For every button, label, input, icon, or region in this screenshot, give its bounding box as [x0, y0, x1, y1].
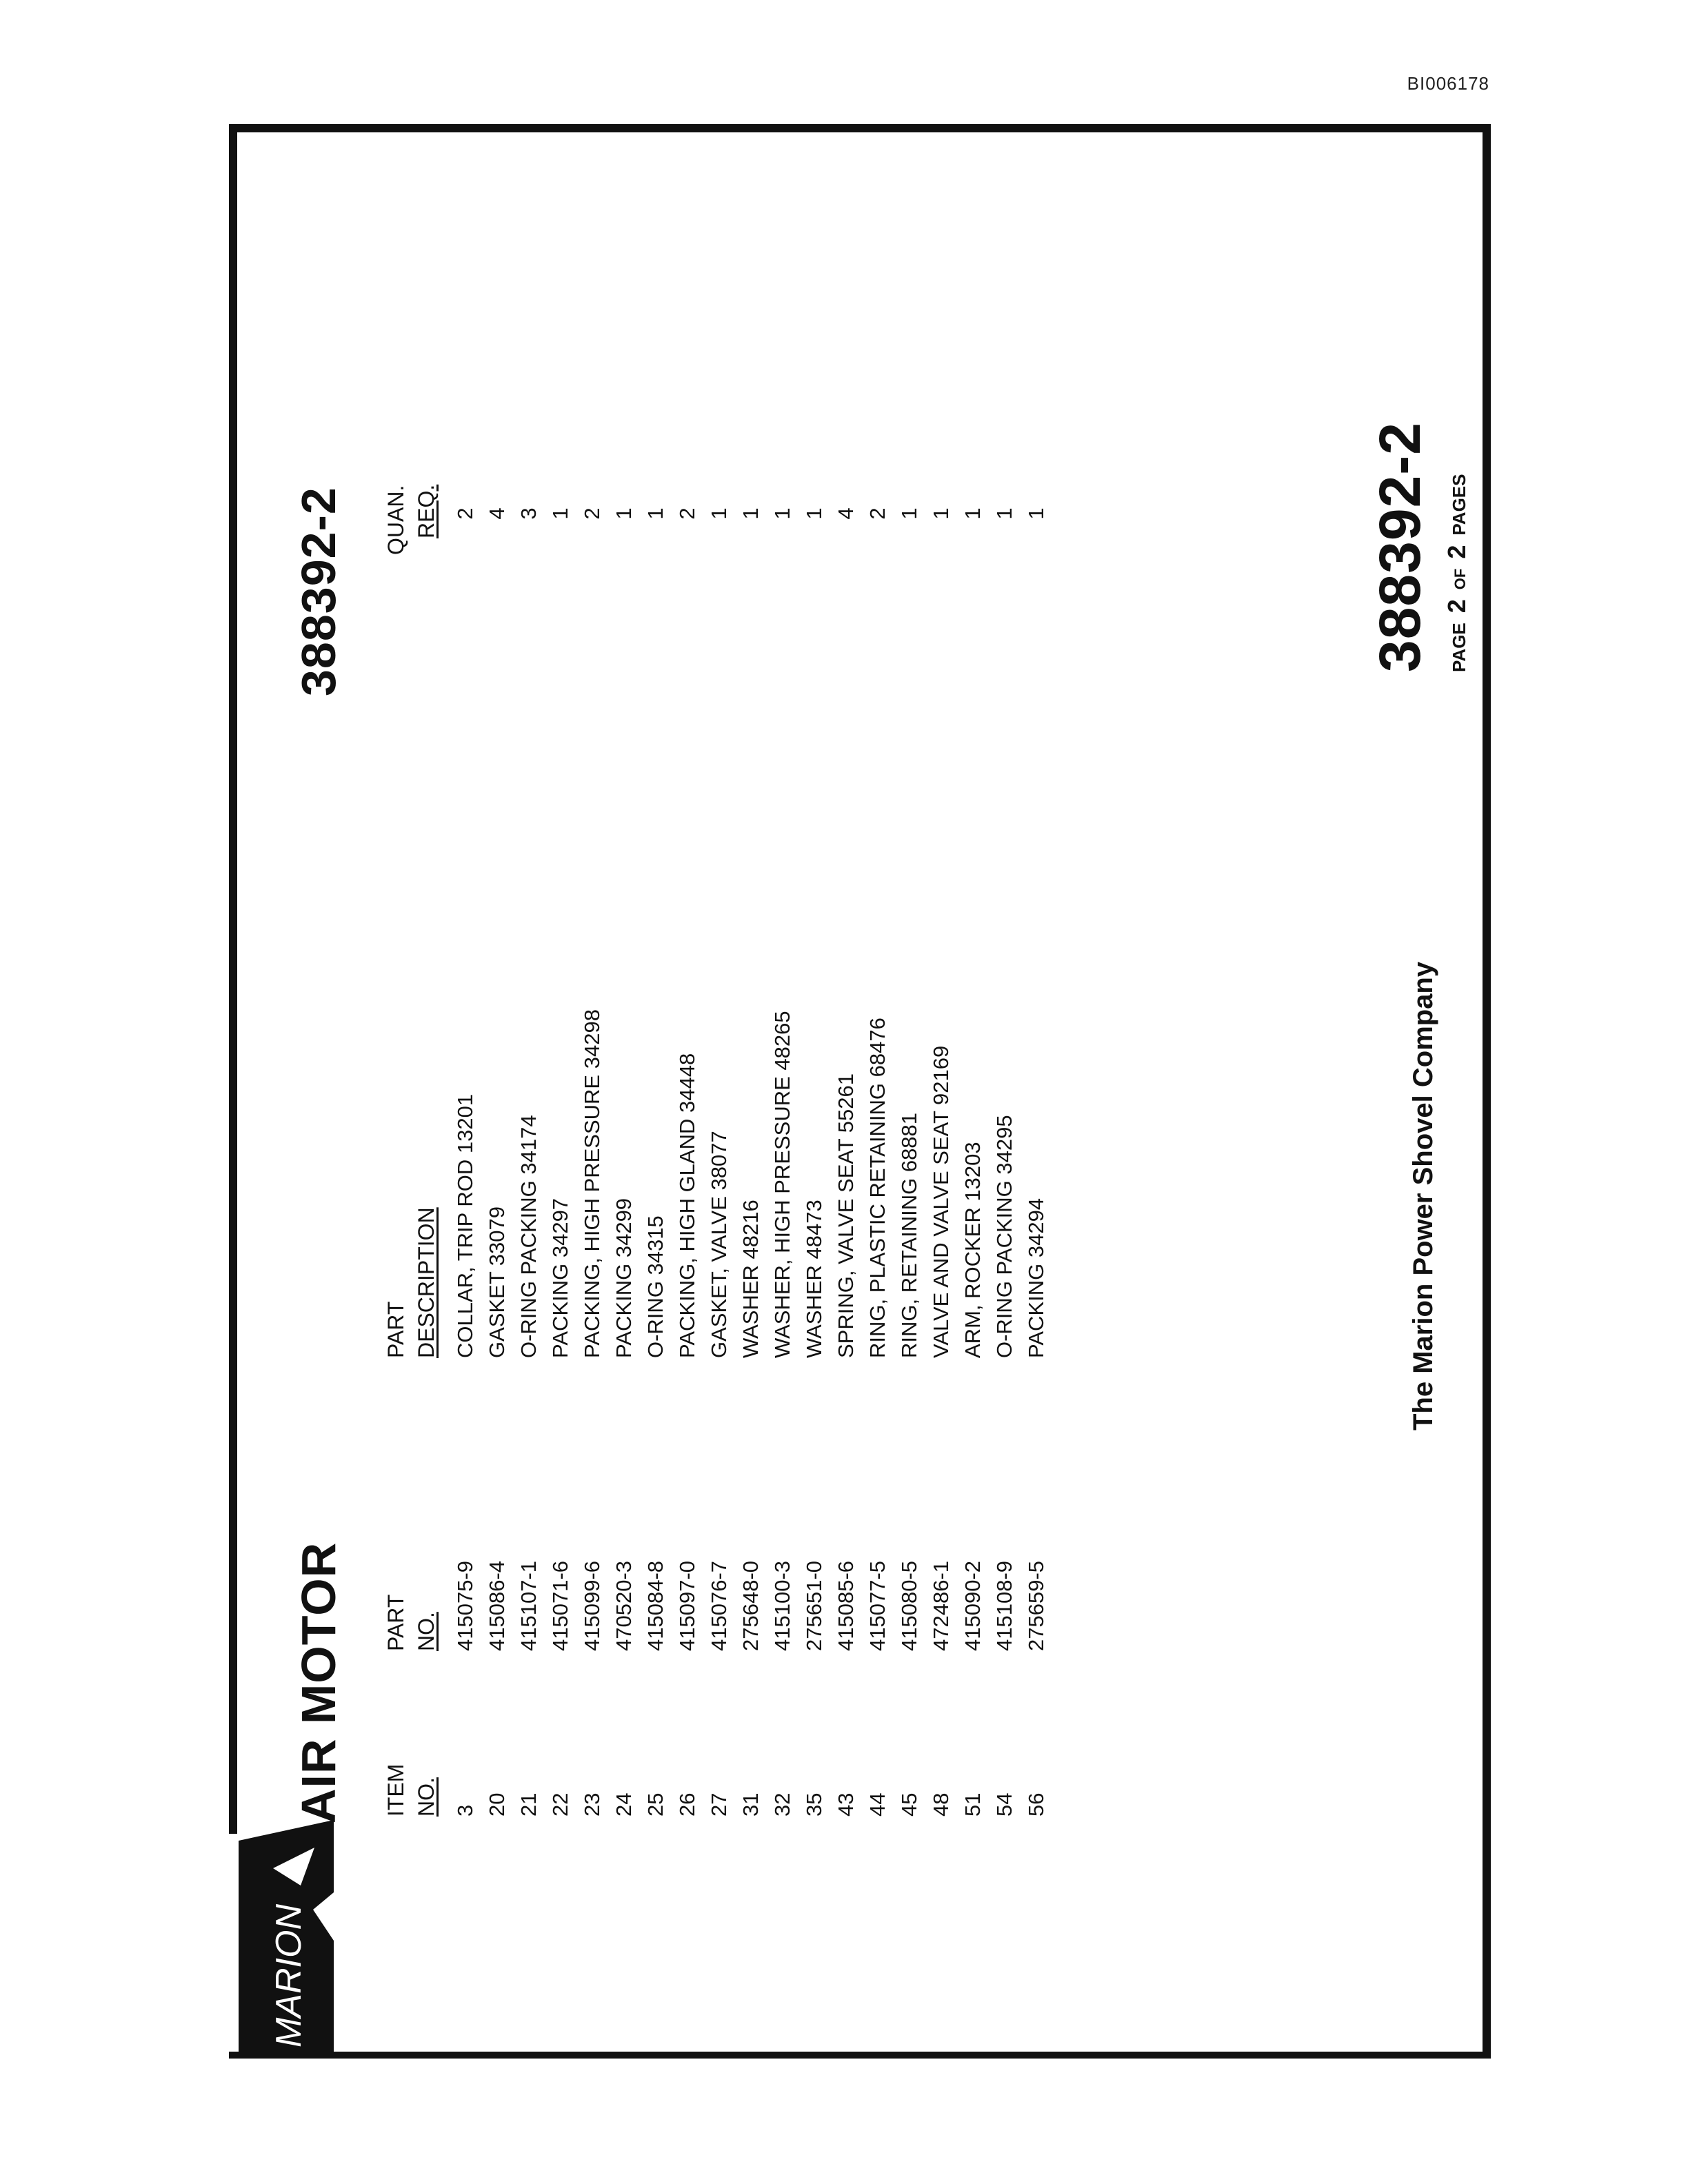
item-number: 20	[485, 1792, 509, 1817]
item-number: 56	[1024, 1792, 1048, 1817]
table-row	[450, 396, 481, 2051]
item-number: 51	[961, 1792, 985, 1817]
table-row	[481, 396, 513, 2051]
part-description: VALVE AND VALVE SEAT 92169	[929, 1045, 953, 1358]
part-number: 415107-1	[516, 1560, 541, 1651]
rotated-parts-list	[243, 121, 1484, 2051]
part-description: COLLAR, TRIP ROD 13201	[453, 1093, 477, 1358]
part-description: PACKING 34297	[548, 1197, 572, 1358]
part-description: PACKING, HIGH PRESSURE 34298	[580, 1009, 604, 1358]
quantity: 2	[453, 507, 477, 520]
table-row	[608, 396, 640, 2051]
item-number: 25	[643, 1792, 667, 1817]
item-number: 31	[738, 1792, 763, 1817]
table-row	[989, 396, 1021, 2051]
quantity: 4	[485, 507, 509, 520]
table-row	[1021, 396, 1052, 2051]
header-description: PART DESCRIPTION	[383, 1207, 439, 1358]
part-number: 415108-9	[992, 1560, 1016, 1651]
page-frame-left-edge	[229, 124, 237, 1834]
quantity: 1	[992, 507, 1016, 520]
table-row	[957, 396, 989, 2051]
item-number: 27	[707, 1792, 731, 1817]
item-number: 23	[580, 1792, 604, 1817]
part-description: PACKING 34299	[612, 1197, 636, 1358]
quantity: 1	[929, 507, 953, 520]
quantity: 1	[802, 507, 826, 520]
part-number: 415076-7	[707, 1560, 731, 1651]
quantity: 1	[1024, 507, 1048, 520]
item-number: 22	[548, 1792, 572, 1817]
header-part-no: PART NO.	[383, 1594, 439, 1651]
part-description: GASKET, VALVE 38077	[707, 1131, 731, 1358]
item-number: 35	[802, 1792, 826, 1817]
part-description: RING, PLASTIC RETAINING 68476	[865, 1018, 890, 1358]
part-description: O-RING 34315	[643, 1215, 667, 1358]
item-number: 21	[516, 1792, 541, 1817]
document-id: BI006178	[1407, 73, 1489, 94]
quantity: 1	[707, 507, 731, 520]
quantity: 1	[961, 507, 985, 520]
part-number: 415071-6	[548, 1560, 572, 1651]
item-number: 54	[992, 1792, 1016, 1817]
page-title: AIR MOTOR	[292, 1541, 345, 1823]
part-number: 415097-0	[675, 1560, 699, 1651]
table-row	[513, 396, 545, 2051]
part-description: ARM, ROCKER 13203	[961, 1142, 985, 1358]
part-description: SPRING, VALVE SEAT 55261	[834, 1073, 858, 1358]
part-description: PACKING, HIGH GLAND 34448	[675, 1053, 699, 1358]
part-description: O-RING PACKING 34295	[992, 1115, 1016, 1358]
part-description: WASHER, HIGH PRESSURE 48265	[770, 1011, 794, 1358]
page-indicator: PAGE2OF2PAGES	[1443, 474, 1471, 672]
table-row	[862, 396, 894, 2051]
part-description: O-RING PACKING 34174	[516, 1115, 541, 1358]
table-row	[672, 396, 703, 2051]
part-number: 470520-3	[612, 1560, 636, 1651]
part-number: 415100-3	[770, 1560, 794, 1651]
part-number: 415084-8	[643, 1560, 667, 1651]
item-number: 45	[897, 1792, 921, 1817]
part-number: 415080-5	[897, 1560, 921, 1651]
table-row	[735, 396, 767, 2051]
table-row	[640, 396, 672, 2051]
part-number: 415075-9	[453, 1560, 477, 1651]
item-number: 43	[834, 1792, 858, 1817]
table-row	[830, 396, 862, 2051]
part-description: WASHER 48216	[738, 1200, 763, 1358]
part-description: RING, RETAINING 68881	[897, 1112, 921, 1358]
item-number: 24	[612, 1792, 636, 1817]
quantity: 2	[865, 507, 890, 520]
table-row	[576, 396, 608, 2051]
quantity: 1	[738, 507, 763, 520]
quantity: 1	[612, 507, 636, 520]
footer-assembly-number: 388392-2	[1367, 422, 1432, 672]
part-description: GASKET 33079	[485, 1206, 509, 1358]
item-number: 32	[770, 1792, 794, 1817]
part-number: 275651-0	[802, 1560, 826, 1651]
table-row	[798, 396, 830, 2051]
item-number: 48	[929, 1792, 953, 1817]
quantity: 1	[548, 507, 572, 520]
quantity: 2	[675, 507, 699, 520]
logo-text: MARION	[269, 1904, 309, 2048]
part-number: 472486-1	[929, 1560, 953, 1651]
part-number: 415099-6	[580, 1560, 604, 1651]
part-number: 275659-5	[1024, 1560, 1048, 1651]
table-row	[545, 396, 576, 2051]
item-number: 26	[675, 1792, 699, 1817]
quantity: 4	[834, 507, 858, 520]
quantity: 1	[897, 507, 921, 520]
table-row	[703, 396, 735, 2051]
part-number: 415085-6	[834, 1560, 858, 1651]
item-number: 44	[865, 1792, 890, 1817]
part-number: 415090-2	[961, 1560, 985, 1651]
quantity: 1	[643, 507, 667, 520]
header-quantity: QUAN. REQ.	[383, 484, 439, 555]
table-row	[767, 396, 798, 2051]
part-description: WASHER 48473	[802, 1200, 826, 1358]
item-number: 3	[453, 1804, 477, 1817]
assembly-number: 388392-2	[292, 487, 345, 696]
part-description: PACKING 34294	[1024, 1197, 1048, 1358]
company-name: The Marion Power Shovel Company	[1408, 961, 1438, 1430]
quantity: 1	[770, 507, 794, 520]
quantity: 2	[580, 507, 604, 520]
table-row	[925, 396, 957, 2051]
table-row	[894, 396, 925, 2051]
header-item: ITEM NO.	[383, 1763, 439, 1817]
part-number: 275648-0	[738, 1560, 763, 1651]
part-number: 415086-4	[485, 1560, 509, 1651]
part-number: 415077-5	[865, 1560, 890, 1651]
quantity: 3	[516, 507, 541, 520]
